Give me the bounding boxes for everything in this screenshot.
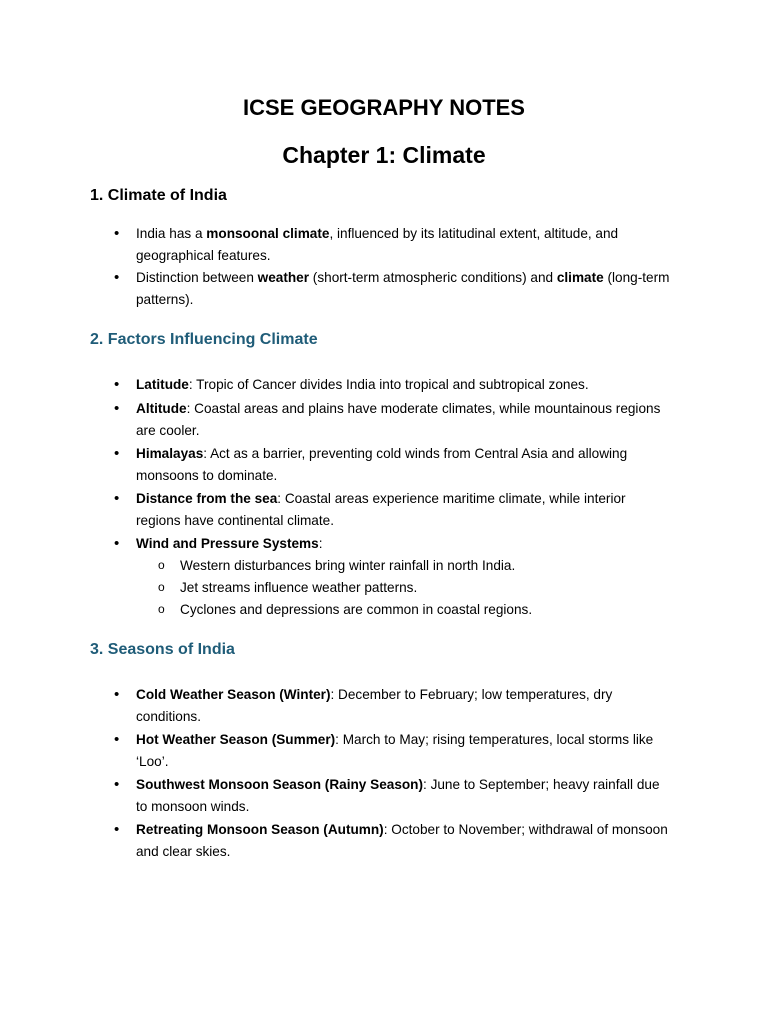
list-item: • Wind and Pressure Systems: o Western disturbances bring winter rainfall in north India. o Jet streams influence weather patterns. o Cyclones and depressions are common in coastal regions.: [112, 533, 672, 621]
list-item: • Altitude: Coastal areas and plains have moderate climates, while mountainous regions are cooler.: [112, 398, 672, 442]
list-item: • Southwest Monsoon Season (Rainy Season): June to September; heavy rainfall due to monsoon winds.: [112, 774, 672, 818]
list-item: • Distinction between weather (short-term atmospheric conditions) and climate (long-term patterns).: [112, 267, 672, 311]
sub-list-item: o Jet streams influence weather patterns.: [136, 577, 672, 599]
section-heading-climate-of-india: 1. Climate of India: [90, 187, 227, 204]
list-item: • Hot Weather Season (Summer): March to May; rising temperatures, local storms like ‘Loo’.: [112, 729, 672, 773]
list-item: • Himalayas: Act as a barrier, preventing cold winds from Central Asia and allowing monsoons to dominate.: [112, 443, 672, 487]
wind-pressure-sublist: [136, 555, 672, 621]
sub-list-item: o Cyclones and depressions are common in coastal regions.: [136, 599, 672, 621]
list-item: • Cold Weather Season (Winter): December to February; low temperatures, dry conditions.: [112, 684, 672, 728]
climate-of-india-list: [112, 223, 672, 311]
list-item: • India has a monsoonal climate, influenced by its latitudinal extent, altitude, and geographical features.: [112, 223, 672, 267]
factors-list: [112, 374, 672, 621]
chapter-title: Chapter 1: Climate: [282, 142, 486, 168]
sub-list-item: o Western disturbances bring winter rainfall in north India.: [136, 555, 672, 577]
section-heading-seasons-of-india: 3. Seasons of India: [90, 641, 235, 658]
section-heading-factors-influencing-climate: 2. Factors Influencing Climate: [90, 331, 318, 348]
document-title: ICSE GEOGRAPHY NOTES: [243, 95, 525, 120]
list-item: • Latitude: Tropic of Cancer divides India into tropical and subtropical zones.: [112, 374, 672, 396]
list-item: • Distance from the sea: Coastal areas experience maritime climate, while interior regions have continental climate.: [112, 488, 672, 532]
list-item: • Retreating Monsoon Season (Autumn): October to November; withdrawal of monsoon and clear skies.: [112, 819, 672, 863]
seasons-list: [112, 684, 672, 863]
